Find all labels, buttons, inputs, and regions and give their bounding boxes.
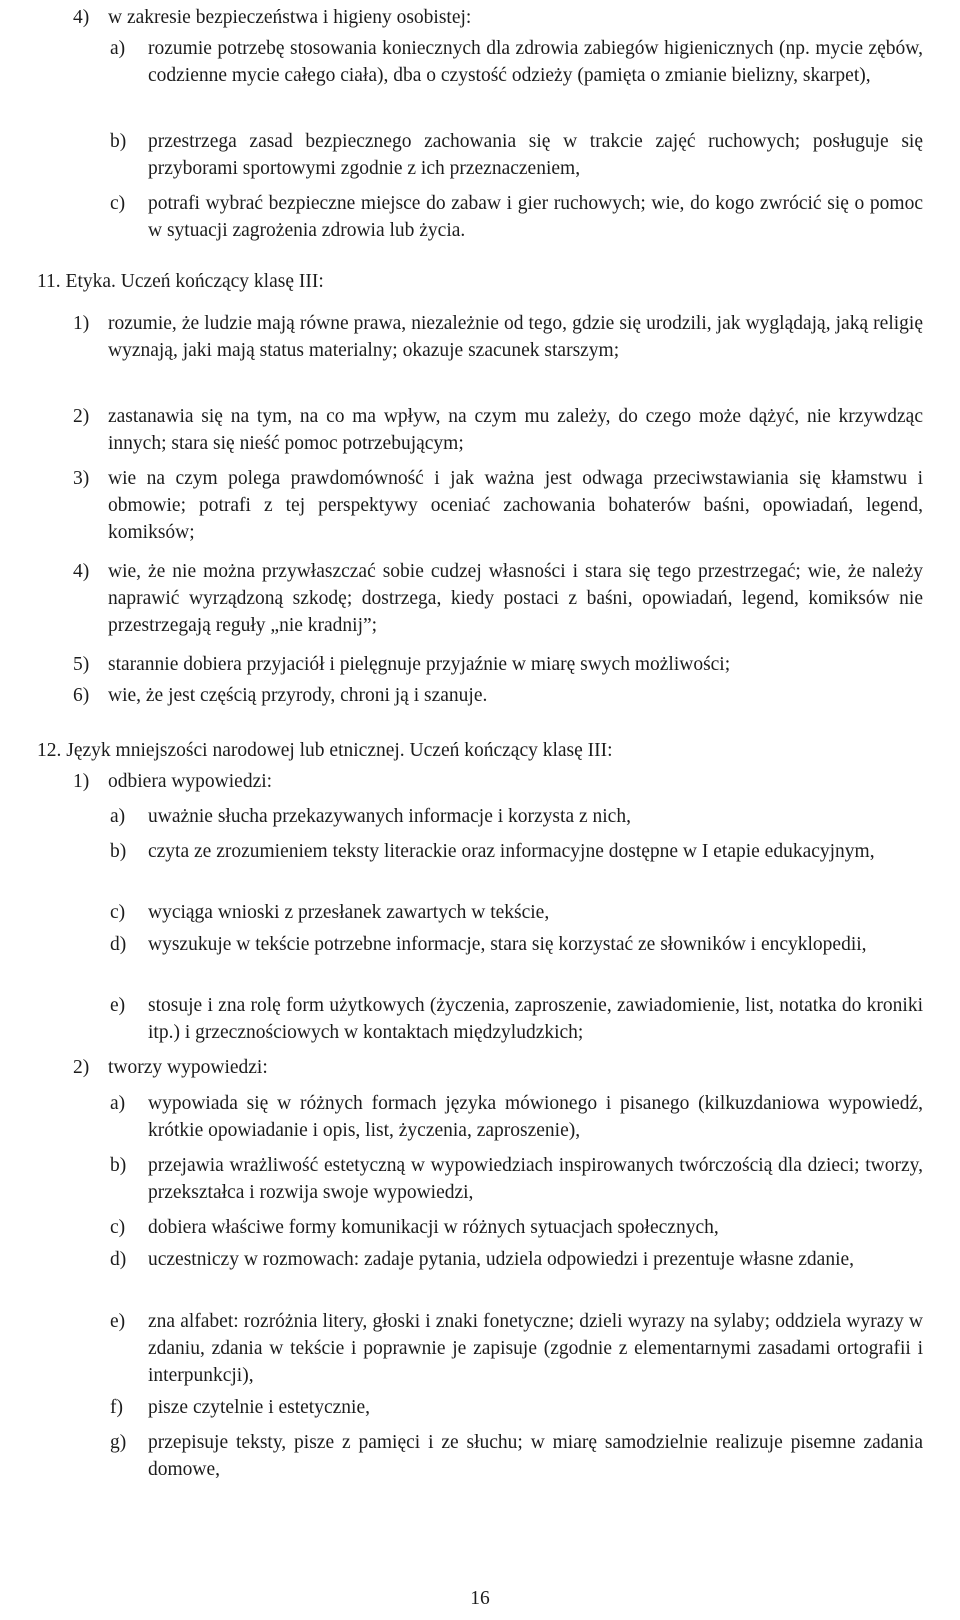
- item-number: 2): [73, 406, 90, 427]
- item-text: czyta ze zrozumieniem teksty literackie oraz informacyjne dostępne w I etapie edukacyjnym,: [148, 841, 875, 862]
- item-text: dobiera właściwe formy komunikacji w różnych sytuacjach społecznych,: [148, 1217, 719, 1238]
- item-number: 6): [73, 685, 90, 706]
- item-letter: d): [110, 1249, 127, 1270]
- item-number: 2): [73, 1057, 90, 1078]
- list-item-s12-1: [73, 768, 923, 795]
- item-text: wyciąga wnioski z przesłanek zawartych w tekście,: [148, 902, 550, 923]
- item-letter: f): [110, 1397, 123, 1418]
- item-number: 3): [73, 468, 90, 489]
- item-text: przestrzega zasad bezpiecznego zachowania się w trakcie zajęć ruchowych; posługuje się przyborami sportowymi zgodnie z ich przeznaczeniem,: [148, 131, 923, 179]
- item-letter: e): [110, 1311, 126, 1332]
- item-text: pisze czytelnie i estetycznie,: [148, 1397, 370, 1418]
- list-item-s12-1-c: [110, 899, 923, 926]
- list-item-s11-5: [73, 651, 923, 678]
- item-text: rozumie, że ludzie mają równe prawa, niezależnie od tego, gdzie się urodzili, jak wyglądają, jaką religię wyznają, jaki mają status materialny; okazuje szacunek starszym;: [108, 313, 923, 361]
- item-letter: a): [110, 806, 126, 827]
- list-item-s11-3: [73, 465, 923, 546]
- item-letter: c): [110, 1217, 126, 1238]
- item-number: 5): [73, 654, 90, 675]
- list-item-s12-2-g: [110, 1429, 923, 1483]
- item-number: 4): [73, 561, 90, 582]
- item-text: starannie dobiera przyjaciół i pielęgnuje przyjaźnie w miarę swych możliwości;: [108, 654, 731, 675]
- item-text: przejawia wrażliwość estetyczną w wypowiedziach inspirowanych twórczością dla dzieci; tworzy, przekształca i rozwija swoje wypowiedzi,: [148, 1155, 923, 1203]
- item-text: stosuje i zna rolę form użytkowych (życzenia, zaproszenie, zawiadomienie, list, notatka do kroniki itp.) i grzecznościowych w kontaktach międzyludzkich;: [148, 995, 923, 1043]
- list-item-s4-b: [110, 128, 923, 182]
- item-text: uczestniczy w rozmowach: zadaje pytania, udziela odpowiedzi i prezentuje własne zdanie,: [148, 1249, 855, 1270]
- section-heading-jezyk: 12. Język mniejszości narodowej lub etnicznej. Uczeń kończący klasę III:: [37, 740, 613, 761]
- item-text: zna alfabet: rozróżnia litery, głoski i znaki fonetyczne; dzieli wyrazy na sylaby; oddziela wyrazy w zdaniu, zdania w tekście i poprawnie je zapisuje (zgodnie z elementarnymi zasadami ortografii i interpunkcji),: [148, 1311, 923, 1386]
- section-heading-etyka: 11. Etyka. Uczeń kończący klasę III:: [37, 271, 324, 292]
- item-letter: c): [110, 902, 126, 923]
- list-item-s12-2-a: [110, 1090, 923, 1144]
- list-item-s12-2-e: [110, 1308, 923, 1389]
- item-letter: d): [110, 934, 127, 955]
- item-text: potrafi wybrać bezpieczne miejsce do zabaw i gier ruchowych; wie, do kogo zwrócić się o pomoc w sytuacji zagrożenia zdrowia lub życia.: [148, 193, 923, 241]
- item-letter: b): [110, 131, 127, 152]
- item-text: wypowiada się w różnych formach języka mówionego i pisanego (kilkuzdaniowa wypowiedź, krótkie opowiadanie i opis, list, życzenia, zaproszenie),: [148, 1093, 923, 1141]
- list-item-s4-a: [110, 35, 923, 89]
- list-item-s4-c: [110, 190, 923, 244]
- item-number: 4): [73, 7, 90, 28]
- list-item-s12-1-a: [110, 803, 923, 830]
- item-letter: a): [110, 38, 126, 59]
- list-item-s12-1-b: [110, 838, 923, 865]
- item-letter: b): [110, 841, 127, 862]
- list-item-s12-2-f: [110, 1394, 923, 1421]
- item-text: w zakresie bezpieczeństwa i higieny osobistej:: [108, 7, 472, 28]
- item-number: 1): [73, 771, 90, 792]
- item-text: rozumie potrzebę stosowania koniecznych dla zdrowia zabiegów higienicznych (np. mycie zębów, codzienne mycie całego ciała), dba o czystość odzieży (pamięta o zmianie bielizny, skarpet),: [148, 38, 923, 86]
- item-text: tworzy wypowiedzi:: [108, 1057, 268, 1078]
- list-item-s12-2-d: [110, 1246, 923, 1273]
- list-item-s11-2: [73, 403, 923, 457]
- page-number: 16: [470, 1588, 490, 1609]
- list-item-s11-1: [73, 310, 923, 364]
- item-letter: g): [110, 1432, 127, 1453]
- list-item-s4: [73, 4, 960, 31]
- item-text: zastanawia się na tym, na co ma wpływ, na czym mu zależy, do czego może dążyć, nie krzywdząc innych; stara się nieść pomoc potrzebującym;: [108, 406, 923, 454]
- list-item-s12-2: [73, 1054, 923, 1081]
- list-item-s12-1-d: [110, 931, 923, 958]
- item-text: wie, że nie można przywłaszczać sobie cudzej własności i stara się tego przestrzegać; wie, że należy naprawić wyrządzoną szkodę; dostrzega, kiedy postaci z baśni, opowiadań, legend, komiksów nie przestrzegają reguły „nie kradnij”;: [108, 561, 923, 636]
- item-letter: e): [110, 995, 126, 1016]
- list-item-s12-1-e: [110, 992, 923, 1046]
- list-item-s11-6: [73, 682, 923, 709]
- item-text: odbiera wypowiedzi:: [108, 771, 273, 792]
- item-number: 1): [73, 313, 90, 334]
- list-item-s12-2-c: [110, 1214, 923, 1241]
- item-text: uważnie słucha przekazywanych informacje i korzysta z nich,: [148, 806, 631, 827]
- item-letter: a): [110, 1093, 126, 1114]
- item-letter: b): [110, 1155, 127, 1176]
- item-text: wie, że jest częścią przyrody, chroni ją i szanuje.: [108, 685, 488, 706]
- item-text: przepisuje teksty, pisze z pamięci i ze słuchu; w miarę samodzielnie realizuje pisemne zadania domowe,: [148, 1432, 923, 1480]
- item-text: wyszukuje w tekście potrzebne informacje, stara się korzystać ze słowników i encyklopedii,: [148, 934, 867, 955]
- list-item-s11-4: [73, 558, 923, 639]
- item-text: wie na czym polega prawdomówność i jak ważna jest odwaga przeciwstawiania się kłamstwu i obmowie; potrafi z tej perspektywy oceniać zachowania bohaterów baśni, opowiadań, legend, komiksów;: [108, 468, 923, 543]
- list-item-s12-2-b: [110, 1152, 923, 1206]
- item-letter: c): [110, 193, 126, 214]
